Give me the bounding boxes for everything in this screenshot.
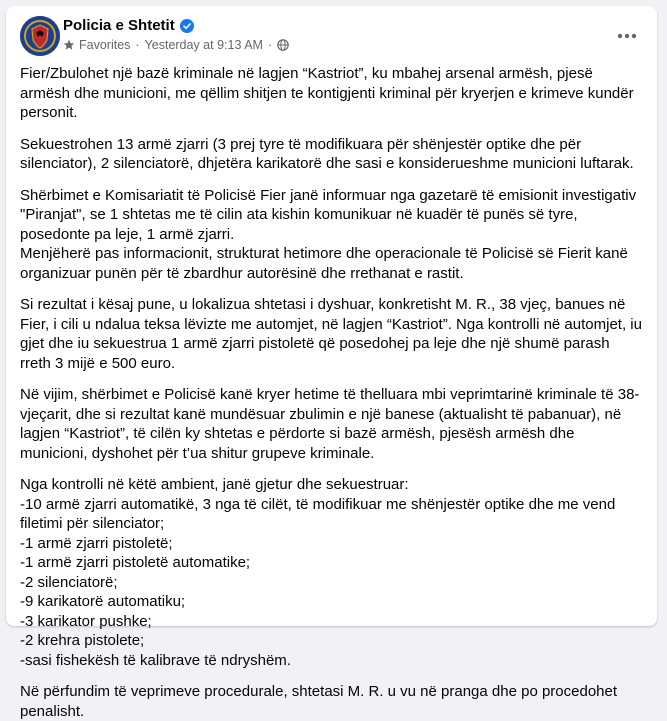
favorites-label[interactable]: Favorites (79, 38, 131, 52)
post-meta (63, 38, 289, 52)
avatar[interactable] (20, 16, 60, 56)
post-card (6, 6, 657, 720)
post-text (6, 64, 657, 721)
post-paragraph (20, 475, 643, 670)
post-text-line: Në përfundim të veprimeve procedurale, shtetasi M. R. u vu në pranga dhe po procedohet penalisht. (20, 683, 618, 720)
meta-separator: · (135, 38, 140, 52)
post-text-line: Në vijim, shërbimet e Policisë kanë kryer hetime të thelluara mbi veprimtarinë kriminale të 38-vjeçarit, dhe si rezultat kanë mundësuar zbulimin e një banese (aktualisht të pabanuar), në lagjen “Kastriot”, të cilën ky shtetas e përdorte si bazë armësh, pjesësh armësh dhe municioni, dyshohet për t’ua shitur grupeve kriminale. (20, 386, 640, 462)
post-text-line: Fier/Zbulohet një bazë kriminale në lagjen “Kastriot”, ku mbahej arsenal armësh, pjesë armësh dhe municioni, me qëllim shitjen te kontigjenti kriminal për kryerjen e krimeve kundër personit. (20, 65, 634, 121)
post-paragraph (20, 64, 643, 123)
star-icon (63, 39, 75, 51)
post-text-line: Shërbimet e Komisariatit të Policisë Fier janë informuar nga gazetarë të emisionit investigativ "Piranjat", se 1 shtetas me të cilin ata kishin komunikuar në kuadër të punës së tyre, posedonte pa leje, 1 armë zjarri. (20, 186, 637, 243)
post-header (6, 6, 657, 64)
post-text-line: Nga kontrolli në këtë ambient, janë gjetur dhe sekuestruar: (20, 476, 409, 493)
post-paragraph (20, 186, 643, 284)
post-paragraph (20, 295, 643, 373)
post-text-line: Menjëherë pas informacionit, strukturat hetimore dhe operacionale të Policisë së Fierit kanë organizuar punën për të zbardhur autorësinë dhe rrethanat e rastit. (20, 245, 628, 282)
post-paragraph (20, 682, 643, 721)
globe-icon[interactable] (277, 39, 289, 51)
more-options-button[interactable] (611, 20, 643, 52)
post-text-line: -1 armë zjarri pistoletë; (20, 534, 173, 552)
post-text-line: -3 karikator pushke; (20, 612, 152, 630)
post-text-line: -2 krehra pistolete; (20, 632, 145, 649)
post-text-line: -sasi fishekësh të kalibrave të ndryshëm. (20, 651, 291, 669)
post-text-line: Sekuestrohen 13 armë zjarri (3 prej tyre të modifikuara për shënjestër optike dhe për silenciator), 2 silenciatorë, dhjetëra karikatorë dhe sasi e konsiderueshme municioni luftarak. (20, 135, 634, 172)
post-text-line: -10 armë zjarri automatikë, 3 nga të cilët, të modifikuar me shënjestër optike dhe me vend filetimi për silenciator; (20, 495, 616, 532)
meta-separator-2: · (267, 38, 273, 52)
post-paragraph (20, 385, 643, 463)
post-text-line: -1 armë zjarri pistoletë automatike; (20, 554, 251, 571)
author-name[interactable]: Policia e Shtetit (63, 17, 175, 34)
post-text-line: Si rezultat i kësaj pune, u lokalizua shtetasi i dyshuar, konkretisht M. R., 38 vjeç, banues në Fier, i cili u ndalua teksa lëvizte me automjet, në lagjen “Kastriot”. Nga kontrolli në automjet, iu gjet dhe iu sekuestrua 1 armë zjarri pistoletë që posedohej pa leje dhe një shumë parash rreth 3 mijë e 500 euro. (20, 296, 642, 372)
page-name-link[interactable] (63, 17, 194, 34)
police-emblem-icon (20, 16, 60, 56)
post-paragraph (20, 135, 643, 174)
post-timestamp[interactable]: Yesterday at 9:13 AM (144, 38, 263, 52)
post-text-line: -2 silenciatorë; (20, 573, 118, 591)
post-text-line: -9 karikatorë automatiku; (20, 593, 186, 610)
more-options-icon (617, 33, 637, 39)
verified-badge-icon (180, 19, 194, 33)
